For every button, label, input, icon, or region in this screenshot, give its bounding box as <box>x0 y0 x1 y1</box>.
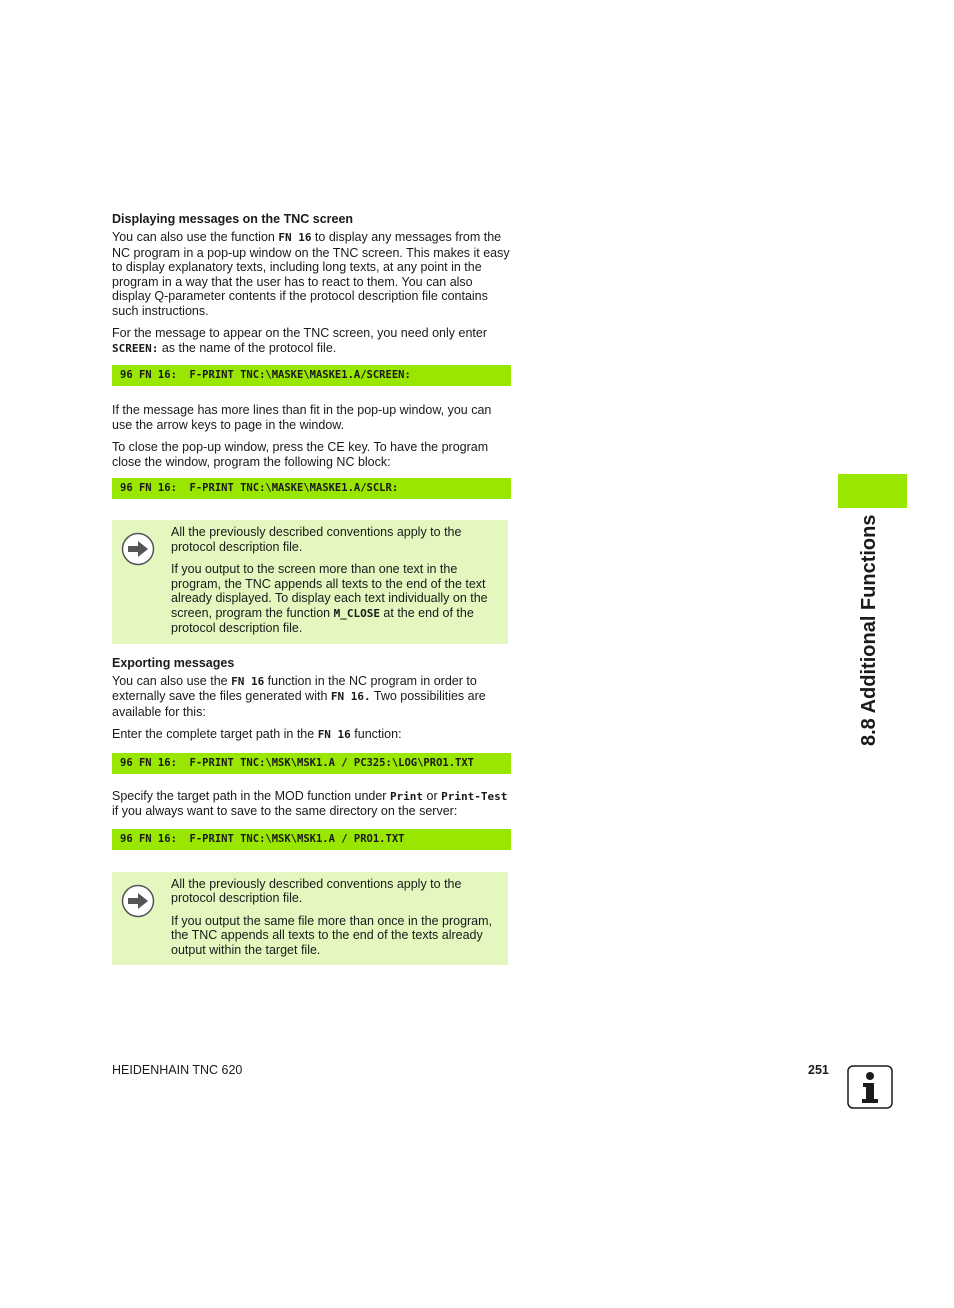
nc-code-block: 96 FN 16: F-PRINT TNC:\MASKE\MASKE1.A/SCREEN: <box>112 365 511 386</box>
arrow-right-icon <box>121 884 155 918</box>
nc-code-block: 96 FN 16: F-PRINT TNC:\MASKE\MASKE1.A/SCLR: <box>112 478 511 499</box>
chapter-title-vertical <box>858 476 898 746</box>
arrow-right-icon <box>121 532 155 566</box>
footer-product: HEIDENHAIN TNC 620 <box>112 1063 243 1077</box>
inline-code: M_CLOSE <box>333 606 380 620</box>
inline-code: FN 16. <box>330 690 371 703</box>
note-paragraph: If you output the same file more than once in the program, the TNC appends all texts to the end of the texts already output within the target file. <box>171 913 493 957</box>
paragraph: If the message has more lines than fit in the pop-up window, you can use the arrow keys to page in the window. <box>112 403 492 432</box>
info-icon <box>847 1065 893 1109</box>
inline-code: Print-Test <box>441 789 508 803</box>
inline-code: FN 16 <box>317 728 351 741</box>
inline-code: FN 16 <box>231 674 265 688</box>
paragraph: Specify the target path in the MOD function under Print or Print-Test if you always want to save to the same directory on the server: <box>112 788 508 818</box>
paragraph: You can also use the function FN 16 to display any messages from the NC program in a pop-up window on the TNC screen. This makes it easy to display explanatory texts, including long texts, at any point in the program in a way that the user has to react to them. You can also display Q-parameter contents if the protocol description file contains such instructions. <box>112 230 510 318</box>
section-heading-display: Displaying messages on the TNC screen <box>112 212 354 226</box>
nc-code-block: 96 FN 16: F-PRINT TNC:\MSK\MSK1.A / PC325:\LOG\PRO1.TXT <box>112 753 511 774</box>
main-content <box>112 212 512 977</box>
note-paragraph: If you output to the screen more than one text in the program, the TNC appends all texts to the end of the text already displayed. To display each text individually on the screen, program the function M_CLOSE at the end of the protocol description file. <box>171 562 488 635</box>
inline-code: Print <box>389 789 424 803</box>
nc-code-block: 96 FN 16: F-PRINT TNC:\MSK\MSK1.A / PRO1.TXT <box>112 829 511 850</box>
paragraph: For the message to appear on the TNC screen, you need only enter SCREEN: as the name of the protocol file. <box>112 326 487 355</box>
paragraph: Enter the complete target path in the FN 16 function: <box>112 727 402 741</box>
note-box <box>112 520 508 644</box>
note-box <box>112 872 508 966</box>
chapter-title: 8.8 Additional Functions <box>858 514 880 746</box>
inline-code: SCREEN: <box>112 341 159 355</box>
note-paragraph: All the previously described conventions apply to the protocol description file. <box>171 876 462 905</box>
paragraph: To close the pop-up window, press the CE key. To have the program close the window, program the following NC block: <box>112 440 489 469</box>
section-heading-export: Exporting messages <box>112 655 235 670</box>
note-paragraph: All the previously described conventions apply to the protocol description file. <box>171 525 462 554</box>
page-number: 251 <box>808 1063 829 1077</box>
paragraph: You can also use the FN 16 function in the NC program in order to externally save the files generated with FN 16. Two possibilities are available for this: <box>112 673 486 719</box>
inline-code: FN 16 <box>278 231 312 244</box>
